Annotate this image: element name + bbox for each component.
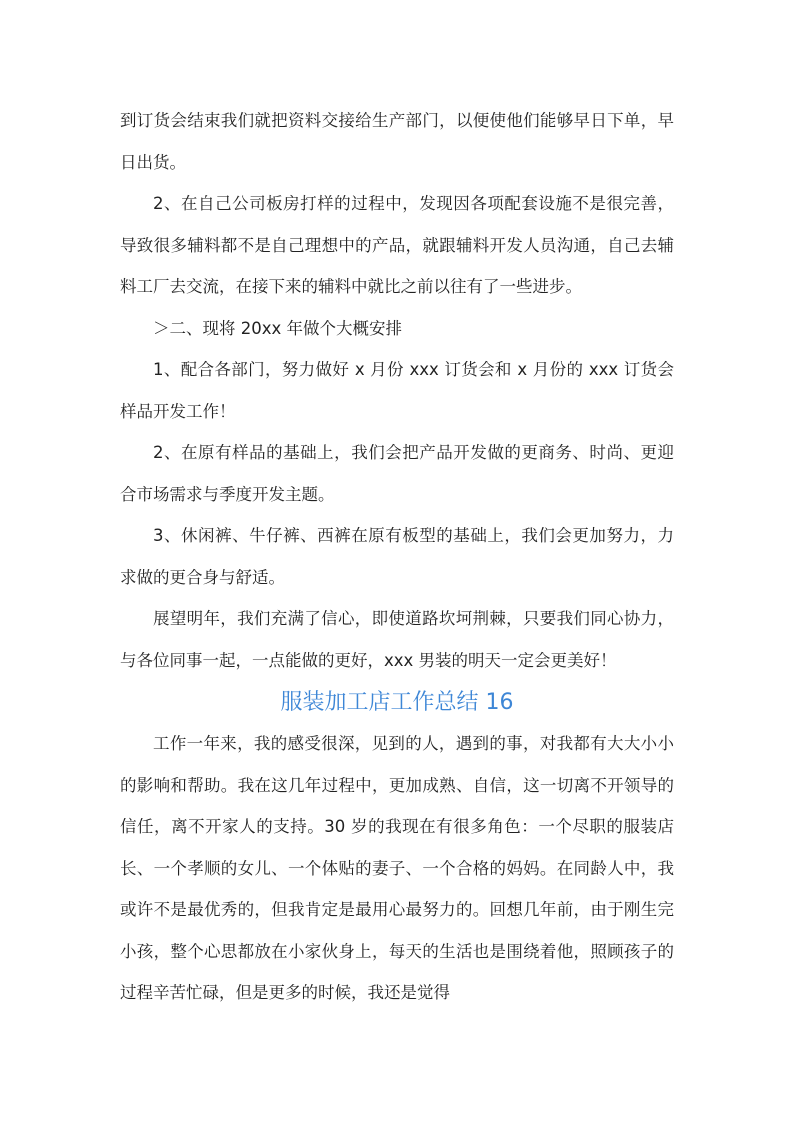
paragraph: 工作一年来，我的感受很深，见到的人，遇到的事，对我都有大大小小的影响和帮助。我在这几年过程中，更加成熟、自信，这一切离不开领导的信任，离不开家人的支持。30 岁的我现在有很多角色：一个尽职的服装店长、一个孝顺的女儿、一个体贴的妻子、一个合格的妈妈。在同龄人中，我或许不是最优秀的，但我肯定是最用心最努力的。回想几年前，由于刚生完小孩，整个心思都放在小家伙身上，每天的生活也是围绕着他，照顾孩子的过程辛苦忙碌，但是更多的时候，我还是觉得 (120, 734, 674, 1002)
paragraph: ＞二、现将 20xx 年做个大概安排 (153, 318, 403, 338)
section-title: 服装加工店工作总结 16 (280, 690, 514, 715)
paragraph: 3、休闲裤、牛仔裤、西裤在原有板型的基础上，我们会更加努力，力求做的更合身与舒适。 (120, 526, 674, 587)
document-body-bottom (120, 723, 674, 1014)
paragraph: 到订货会结束我们就把资料交接给生产部门，以便使他们能够早日下单，早日出货。 (120, 111, 674, 172)
paragraph: 1、配合各部门，努力做好 x 月份 xxx 订货会和 x 月份的 xxx 订货会样品开发工作！ (120, 360, 674, 421)
document-body-top (120, 100, 674, 681)
paragraph: 展望明年，我们充满了信心，即使道路坎坷荆棘，只要我们同心协力，与各位同事一起，一点能做的更好，xxx 男装的明天一定会更美好！ (120, 609, 674, 670)
paragraph: 2、在自己公司板房打样的过程中，发现因各项配套设施不是很完善，导致很多辅料都不是自己理想中的产品，就跟辅料开发人员沟通，自己去辅料工厂去交流，在接下来的辅料中就比之前以往有了一些进步。 (120, 194, 674, 296)
paragraph: 2、在原有样品的基础上，我们会把产品开发做的更商务、时尚、更迎合市场需求与季度开发主题。 (120, 443, 674, 504)
